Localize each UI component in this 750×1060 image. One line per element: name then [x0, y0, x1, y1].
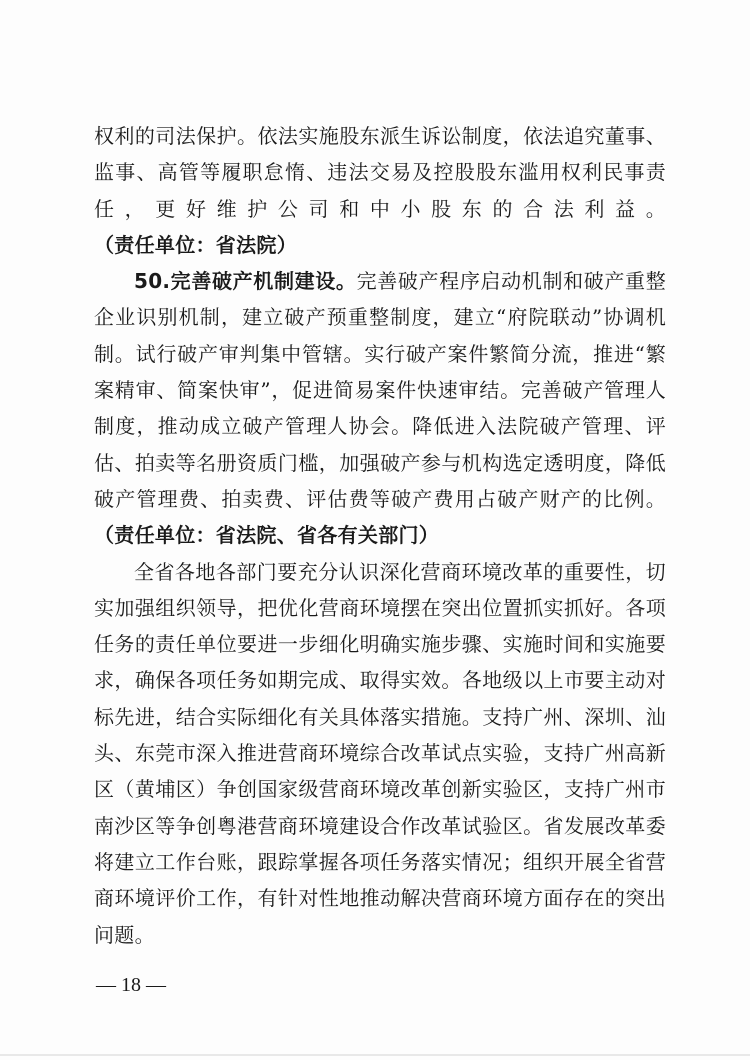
- paragraph-judicial-protection: [94, 118, 666, 263]
- paragraph-text: 完善破产程序启动机制和破产重整企业识别机制，建立破产预重整制度，建立“府院联动”协调机制。试行破产审判集中管辖。实行破产案件繁简分流，推进“繁案精审、简案快审”，促进简易案件快速审结。完善破产管理人制度，推动成立破产管理人协会。降低进入法院破产管理、评估、拍卖等名册资质门槛，加强破产参与机构选定透明度，降低破产管理费、拍卖费、评估费等破产费用占破产财产的比例。: [94, 269, 667, 511]
- section-heading: 50.完善破产机制建设。: [134, 269, 357, 294]
- paragraph-text: 权利的司法保护。依法实施股东派生诉讼制度，依法追究董事、监事、高管等履职怠惰、违法交易及控股股东滥用权利民事责任，更好维护公司和中小股东的合法利益。: [94, 124, 666, 221]
- document-body: [94, 118, 666, 953]
- responsibility-unit: （责任单位：省法院）: [94, 232, 297, 257]
- page-edge-divider: [0, 1054, 750, 1056]
- paragraph-text: 全省各地各部门要充分认识深化营商环境改革的重要性，切实加强组织领导，把优化营商环境摆在突出位置抓实抓好。各项任务的责任单位要进一步细化明确实施步骤、实施时间和实施要求，确保各项任务如期完成、取得实效。各地级以上市要主动对标先进，结合实际细化有关具体落实措施。支持广州、深圳、汕头、东莞市深入推进营商环境综合改革试点实验，支持广州高新区（黄埔区）争创国家级营商环境改革创新实验区，支持广州市南沙区等争创粤港营商环境建设合作改革试验区。省发展改革委将建立工作台账，跟踪掌握各项任务落实情况；组织开展全省营商环境评价工作，有针对性地推动解决营商环境方面存在的突出问题。: [94, 559, 666, 947]
- paragraph-implementation: [94, 554, 666, 953]
- paragraph-bankruptcy-mechanism: [94, 263, 666, 553]
- responsibility-unit: （责任单位：省法院、省各有关部门）: [94, 523, 440, 548]
- page-number: — 18 —: [96, 974, 166, 996]
